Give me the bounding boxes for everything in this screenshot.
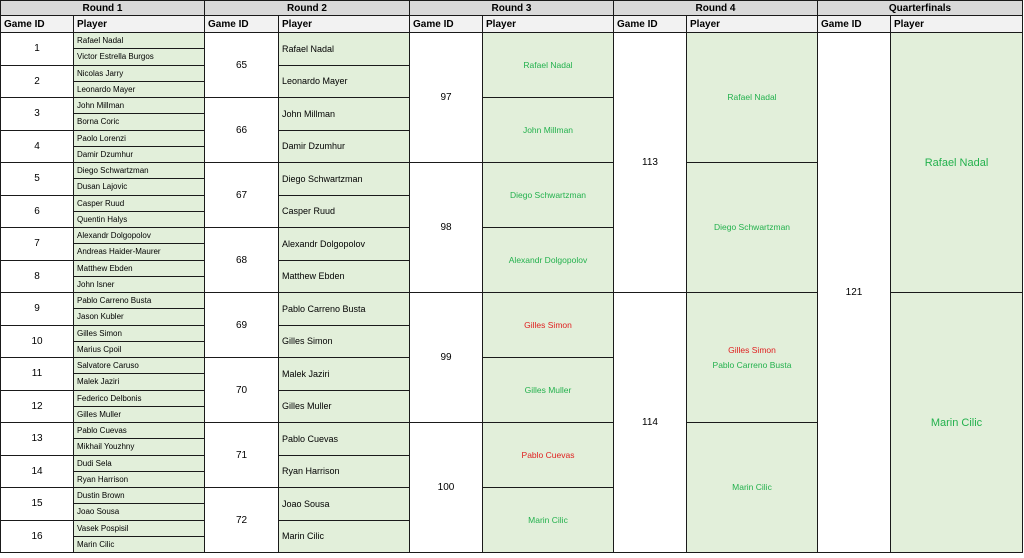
bracket-body (1, 33, 1023, 553)
player-cell: Dudi Sela (74, 455, 205, 471)
player-cell: Dusan Lajovic (74, 179, 205, 195)
player-cell: Casper Ruud (74, 195, 205, 211)
player-cell: Rafael Nadal (891, 33, 1023, 293)
game-id-cell: 99 (410, 293, 483, 423)
game-id-cell: 14 (1, 455, 74, 488)
player-name: Pablo Carreno Busta (712, 359, 792, 370)
game-id-cell: 13 (1, 423, 74, 456)
player-cell (687, 33, 818, 163)
game-id-cell: 2 (1, 65, 74, 98)
player-cell: Borna Coric (74, 114, 205, 130)
player-cell: Mikhail Youzhny (74, 439, 205, 455)
game-id-cell: 7 (1, 228, 74, 261)
player-name: Rafael Nadal (727, 92, 777, 102)
player-cell: Diego Schwartzman (74, 163, 205, 179)
player-cell: John Millman (483, 98, 614, 163)
column-header-game-id: Game ID (1, 16, 74, 33)
player-cell: Alexandr Dolgopolov (483, 228, 614, 293)
player-cell: Leonardo Mayer (74, 81, 205, 97)
player-cell: Federico Delbonis (74, 390, 205, 406)
game-id-cell: 4 (1, 130, 74, 163)
player-name: Marin Cilic (732, 482, 772, 492)
game-id-cell: 72 (205, 488, 279, 553)
player-cell: Matthew Ebden (279, 260, 410, 293)
table-row (1, 33, 1023, 49)
game-id-cell: 71 (205, 423, 279, 488)
game-id-cell: 8 (1, 260, 74, 293)
game-id-cell: 6 (1, 195, 74, 228)
player-cell (687, 163, 818, 293)
game-id-cell: 9 (1, 293, 74, 326)
player-cell: Quentin Halys (74, 211, 205, 227)
player-cell: Damir Dzumhur (74, 146, 205, 162)
player-cell: Gilles Muller (74, 406, 205, 422)
round-2-header: Round 2 (205, 1, 410, 16)
round-3-header: Round 3 (410, 1, 614, 16)
game-id-cell: 121 (818, 33, 891, 553)
player-cell: Nicolas Jarry (74, 65, 205, 81)
game-id-cell: 100 (410, 423, 483, 553)
player-cell: Jason Kubler (74, 309, 205, 325)
player-cell (687, 423, 818, 553)
player-cell: Paolo Lorenzi (74, 130, 205, 146)
player-cell: Diego Schwartzman (483, 163, 614, 228)
player-cell: Joao Sousa (279, 488, 410, 521)
player-cell (687, 293, 818, 423)
game-id-cell: 15 (1, 488, 74, 521)
player-cell: Casper Ruud (279, 195, 410, 228)
player-cell: Gilles Muller (279, 390, 410, 423)
game-id-cell: 69 (205, 293, 279, 358)
column-header-player: Player (891, 16, 1023, 33)
column-header-player: Player (483, 16, 614, 33)
player-name: Diego Schwartzman (713, 222, 791, 232)
game-id-cell: 1 (1, 33, 74, 66)
column-header-player: Player (687, 16, 818, 33)
player-cell: Rafael Nadal (74, 33, 205, 49)
player-cell: John Millman (74, 98, 205, 114)
player-cell: Rafael Nadal (279, 33, 410, 66)
player-cell: Leonardo Mayer (279, 65, 410, 98)
player-cell: Gilles Simon (74, 325, 205, 341)
player-cell: John Millman (279, 98, 410, 131)
game-id-cell: 3 (1, 98, 74, 131)
player-cell: Marin Cilic (483, 488, 614, 553)
game-id-cell: 70 (205, 358, 279, 423)
game-id-cell: 68 (205, 228, 279, 293)
player-cell: Pablo Carreno Busta (74, 293, 205, 309)
game-id-cell: 11 (1, 358, 74, 391)
player-cell: Alexandr Dolgopolov (279, 228, 410, 261)
player-cell: Victor Estrella Burgos (74, 49, 205, 65)
player-cell: Marius Cpoil (74, 341, 205, 357)
player-cell: Malek Jaziri (74, 374, 205, 390)
game-id-cell: 113 (614, 33, 687, 293)
player-cell: Salvatore Caruso (74, 358, 205, 374)
player-cell: John Isner (74, 276, 205, 292)
player-cell: Alexandr Dolgopolov (74, 228, 205, 244)
game-id-cell: 12 (1, 390, 74, 423)
round-4-header: Round 4 (614, 1, 818, 16)
player-cell: Gilles Muller (483, 358, 614, 423)
game-id-cell: 66 (205, 98, 279, 163)
player-cell: Marin Cilic (74, 536, 205, 552)
player-cell: Ryan Harrison (74, 471, 205, 487)
player-cell: Pablo Cuevas (279, 423, 410, 456)
player-cell: Marin Cilic (279, 520, 410, 553)
player-cell: Diego Schwartzman (279, 163, 410, 196)
player-cell: Damir Dzumhur (279, 130, 410, 163)
column-header-player: Player (279, 16, 410, 33)
column-header-player: Player (74, 16, 205, 33)
player-cell: Pablo Cuevas (74, 423, 205, 439)
player-cell: Pablo Carreno Busta (279, 293, 410, 326)
column-header-game-id: Game ID (205, 16, 279, 33)
player-cell: Gilles Simon (279, 325, 410, 358)
game-id-cell: 16 (1, 520, 74, 553)
player-cell: Matthew Ebden (74, 260, 205, 276)
game-id-cell: 5 (1, 163, 74, 196)
player-cell: Gilles Simon (483, 293, 614, 358)
game-id-cell: 114 (614, 293, 687, 553)
quarterfinals-header: Quarterfinals (818, 1, 1023, 16)
player-cell: Pablo Cuevas (483, 423, 614, 488)
game-id-cell: 65 (205, 33, 279, 98)
player-name: Gilles Simon (728, 344, 776, 355)
player-cell: Joao Sousa (74, 504, 205, 520)
player-cell: Andreas Haider-Maurer (74, 244, 205, 260)
round-1-header: Round 1 (1, 1, 205, 16)
player-cell: Malek Jaziri (279, 358, 410, 391)
column-header-game-id: Game ID (614, 16, 687, 33)
player-cell: Rafael Nadal (483, 33, 614, 98)
game-id-cell: 98 (410, 163, 483, 293)
game-id-cell: 10 (1, 325, 74, 358)
player-cell: Dustin Brown (74, 488, 205, 504)
column-header-game-id: Game ID (410, 16, 483, 33)
player-cell: Vasek Pospisil (74, 520, 205, 536)
game-id-cell: 67 (205, 163, 279, 228)
game-id-cell: 97 (410, 33, 483, 163)
player-cell: Marin Cilic (891, 293, 1023, 553)
player-cell: Ryan Harrison (279, 455, 410, 488)
column-header-game-id: Game ID (818, 16, 891, 33)
